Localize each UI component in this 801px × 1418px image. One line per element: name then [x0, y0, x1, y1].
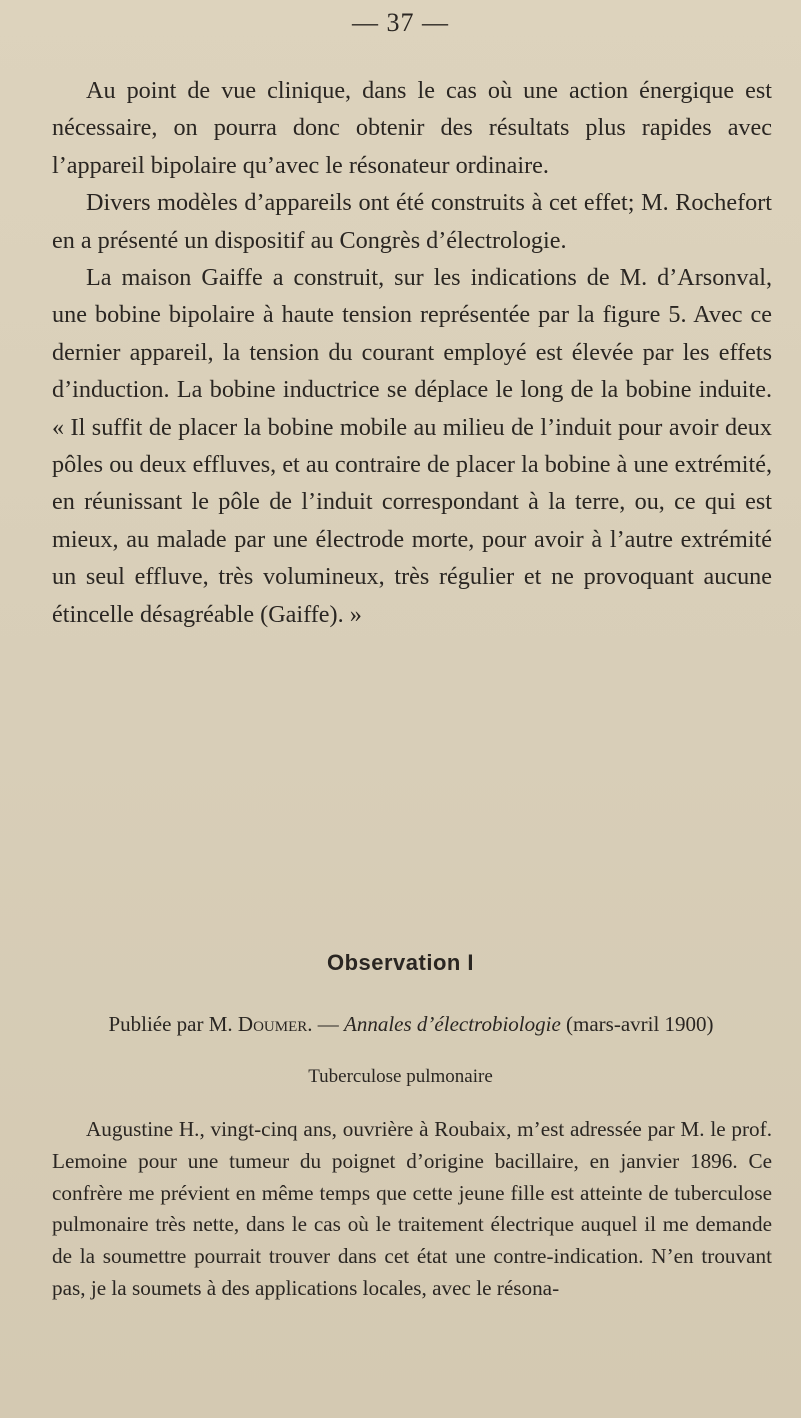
page-number: — 37 —	[352, 8, 449, 37]
paragraph: Divers modèles d’appareils ont été construits à cet effet; M. Rochefort en a présenté un dispositif au Congrès d’électrologie.	[52, 189, 772, 254]
source-date: (mars-avril 1900)	[560, 1012, 714, 1036]
source-author: Doumer	[237, 1012, 308, 1036]
body-text	[52, 72, 772, 633]
observation-subtitle: Tuberculose pulmonaire	[308, 1066, 493, 1087]
source-prefix: Publiée par M.	[108, 1012, 238, 1036]
paragraph: La maison Gaiffe a construit, sur les indications de M. d’Arsonval, une bobine bipolaire à haute tension représentée par la figure 5. Avec ce dernier appareil, la tension du courant employé est élevée par les effets d’induction. La bobine inductrice se déplace le long de la bobine induite. « Il suffit de placer la bobine mobile au milieu de l’induit pour avoir deux pôles ou deux effluves, et au contraire de placer la bobine à une extrémité, en réunissant le pôle de l’induit correspondant à la terre, ou, ce qui est mieux, au malade par une électrode morte, pour avoir à l’autre extrémité un seul effluve, très volumineux, très régulier et ne provoquant aucune étincelle désagréable (Gaiffe). »	[52, 264, 772, 628]
source-separator: . —	[307, 1012, 345, 1036]
observation-paragraph: Augustine H., vingt-cinq ans, ouvrière à Roubaix, m’est adressée par M. le prof. Lemoine pour une tumeur du poignet d’origine bacillaire, en janvier 1896. Ce confrère me prévient en même temps que cette jeune fille est atteinte de tuberculose pulmonaire très nette, dans le cas où le traitement électrique auquel il me demande de la soumettre pourrait trouver dans cet état une contre-indication. N’en trouvant pas, je la soumets à des applications locales, avec le résona-	[52, 1117, 772, 1300]
observation-title: Observation I	[326, 950, 475, 975]
observation-text	[52, 1114, 772, 1305]
observation-source	[50, 1012, 772, 1037]
paragraph: Au point de vue clinique, dans le cas où une action énergique est nécessaire, on pourra donc obtenir des résultats plus rapides avec l’appareil bipolaire qu’avec le résonateur ordinaire.	[52, 77, 772, 179]
source-journal: Annales d’électrobiologie	[344, 1012, 561, 1036]
